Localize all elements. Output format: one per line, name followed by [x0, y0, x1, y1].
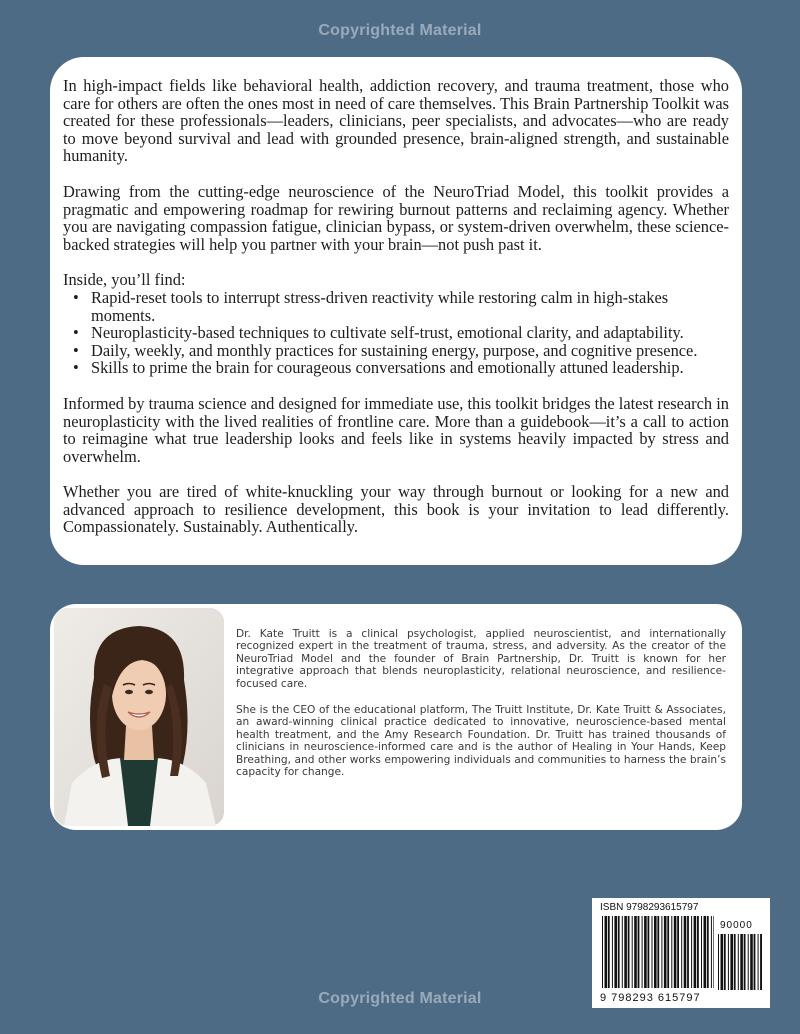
barcode-bar	[608, 916, 610, 988]
barcode-bar	[701, 916, 702, 988]
author-bio-paragraph-1: Dr. Kate Truitt is a clinical psychologist, applied neuroscientist, and internationally recognized expert in the treatment of trauma, stress, and adversity. As the creator of the NeuroTriad Model and the founder of Brain Partnership, Dr. Truitt is known for her integrative approach that blends neuroplasticity, relational neuroscience, and resilience-focused care.	[236, 628, 726, 690]
barcode-bar	[754, 934, 756, 990]
barcode-bar	[721, 934, 724, 990]
barcode-bar	[664, 916, 667, 988]
barcode-bar	[744, 934, 746, 990]
barcode-bar	[634, 916, 637, 988]
list-item: • Rapid-reset tools to interrupt stress-driven reactivity while restoring calm in high-stakes moments.	[87, 289, 729, 324]
barcode-bar	[654, 916, 657, 988]
barcode-bar	[622, 916, 623, 988]
barcode-bar	[694, 916, 697, 988]
barcode-bar	[624, 916, 627, 988]
barcode-bar	[707, 916, 709, 988]
barcode-digits: 9 798293 615797	[600, 992, 701, 1004]
barcode-bar	[738, 934, 739, 990]
barcode-bar	[644, 916, 647, 988]
isbn-label: ISBN 9798293615797	[600, 902, 699, 913]
barcode-bar	[691, 916, 692, 988]
barcode-bar	[612, 916, 613, 988]
barcode-bar	[728, 934, 729, 990]
barcode-bar	[711, 916, 712, 988]
barcode-bar	[648, 916, 650, 988]
watermark-top: Copyrighted Material	[318, 22, 482, 39]
list-item: • Daily, weekly, and monthly practices for sustaining energy, purpose, and cognitive presence.	[87, 342, 729, 360]
price-code: 90000	[720, 920, 753, 931]
barcode-bar	[704, 916, 707, 988]
barcode-bar	[760, 934, 762, 990]
barcode-bar	[677, 916, 679, 988]
barcode-bar	[657, 916, 659, 988]
blurb-paragraph-3: Informed by trauma science and designed for immediate use, this toolkit bridges the latest research in neuroplasticity with the lived realities of frontline care. More than a guidebook—it’s a call to action to reimagine what true leadership looks and feels like in systems heavily impacted by stress and overwhelm.	[63, 393, 729, 466]
barcode-addon-bars	[718, 934, 762, 994]
barcode-bar	[667, 916, 669, 988]
barcode-bar	[730, 934, 733, 990]
barcode-bar	[661, 916, 662, 988]
barcode-bar	[713, 916, 714, 988]
barcode-bar	[750, 934, 753, 990]
author-bio	[236, 628, 726, 792]
barcode-bars	[602, 916, 714, 988]
barcode-bar	[605, 916, 608, 988]
barcode-bar	[614, 916, 617, 988]
barcode-bar	[748, 934, 749, 990]
barcode-bar	[652, 916, 653, 988]
blurb-paragraph-1: In high-impact fields like behavioral health, addiction recovery, and trauma treatment, those who care for others are often the ones most in need of care themselves. This Brain Partnership Toolkit was created for these professionals—leaders, clinicians, peer specialists, and advocates—who are ready to move beyond survival and lead with grounded presence, brain-aligned strength, and sustainable humanity.	[63, 76, 729, 166]
author-portrait-image	[54, 608, 224, 826]
barcode-bar	[628, 916, 630, 988]
barcode-bar	[602, 916, 603, 988]
barcode-bar	[642, 916, 643, 988]
barcode-bar	[718, 934, 719, 990]
author-photo	[54, 608, 224, 826]
barcode-bar	[740, 934, 743, 990]
blurb-paragraph-4: Whether you are tired of white-knuckling your way through burnout or looking for a new and advanced approach to resilience development, this book is your invitation to lead differently. Compassionately. Sustainably. Authentically.	[63, 482, 729, 537]
barcode-bar	[632, 916, 633, 988]
barcode-bar	[638, 916, 640, 988]
barcode-bar	[618, 916, 620, 988]
barcode-bar	[671, 916, 672, 988]
barcode-bar	[724, 934, 726, 990]
list-intro: Inside, you’ll find:	[63, 270, 186, 290]
blurb-card	[50, 57, 742, 565]
blurb-paragraph-2: Drawing from the cutting-edge neuroscience of the NeuroTriad Model, this toolkit provides a pragmatic and empowering roadmap for rewiring burnout patterns and reclaiming agency. Whether you are navigating compassion fatigue, clinician bypass, or system-driven overwhelm, these science-backed strategies will help you partner with your brain—not push past it.	[63, 181, 729, 254]
feature-list	[63, 289, 729, 377]
barcode-bar	[681, 916, 682, 988]
author-bio-paragraph-2: She is the CEO of the educational platform, The Truitt Institute, Dr. Kate Truitt & Associates, an award-winning clinical practice dedicated to innovative, neuroscience-based mental health treatment, and the Amy Research Foundation. Dr. Truitt has trained thousands of clinicians in neuroscience-informed care and is the author of Healing in Your Hands, Keep Breathing, and other works empowering individuals and communities to harness the brain’s capacity for change.	[236, 704, 726, 779]
list-item: • Skills to prime the brain for courageous conversations and emotionally attuned leadership.	[87, 359, 729, 377]
barcode-bar	[687, 916, 689, 988]
barcode-bar	[684, 916, 687, 988]
barcode-bar	[674, 916, 677, 988]
barcode-bar	[734, 934, 736, 990]
author-card	[50, 604, 742, 830]
list-item: • Neuroplasticity-based techniques to cultivate self-trust, emotional clarity, and adaptability.	[87, 324, 729, 342]
barcode-bar	[697, 916, 699, 988]
watermark-bottom: Copyrighted Material	[318, 990, 482, 1007]
barcode-bar	[758, 934, 759, 990]
